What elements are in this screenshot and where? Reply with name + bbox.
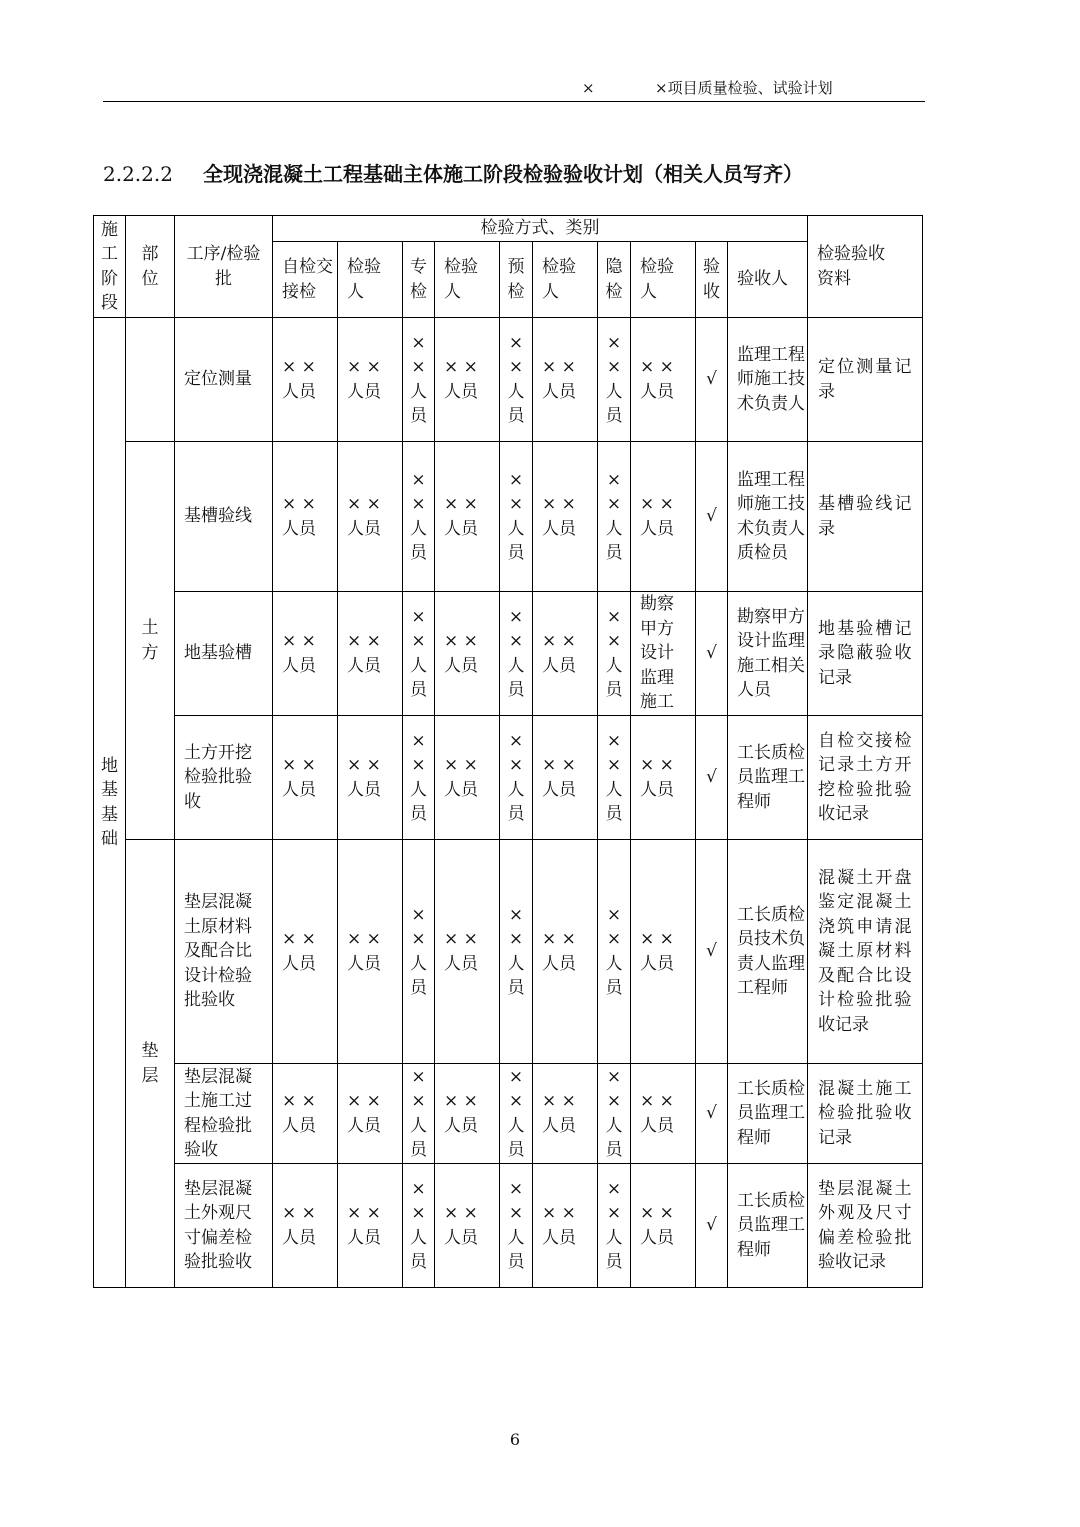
process-cell: 垫层混凝土外观尺寸偏差检验批验收 <box>175 1164 273 1288</box>
accept-check: √ <box>696 1064 728 1164</box>
table-row <box>94 1164 923 1288</box>
accept-check: √ <box>696 1164 728 1288</box>
section-heading <box>103 160 803 188</box>
header-process: 工序/检验批 <box>175 216 273 318</box>
pre-cell: ××人员 <box>500 592 533 716</box>
header-stage: 施工阶段 <box>94 216 126 318</box>
special-cell: ××人员 <box>403 592 435 716</box>
header-hidden: 隐检 <box>598 242 631 318</box>
header-inspector-2: 检验人 <box>435 242 500 318</box>
inspector-cell: × ×人员 <box>435 592 500 716</box>
inspector-cell: × ×人员 <box>435 1064 500 1164</box>
part-cell: 垫层 <box>126 840 175 1288</box>
special-cell: ××人员 <box>403 840 435 1064</box>
inspector-cell: × ×人员 <box>435 840 500 1064</box>
inspector-cell: × ×人员 <box>533 318 598 442</box>
header-accept: 验收 <box>696 242 728 318</box>
inspector-cell: × ×人员 <box>533 1164 598 1288</box>
special-cell: ××人员 <box>403 1164 435 1288</box>
stage-cell: 地基基础 <box>94 318 126 1288</box>
acceptor-cell: 工长质检员监理工程师 <box>728 1064 808 1164</box>
process-cell: 基槽验线 <box>175 442 273 592</box>
inspector-cell: × ×人员 <box>338 318 403 442</box>
inspector-cell: × ×人员 <box>631 840 696 1064</box>
records-cell: 混凝土施工检验批验收记录 <box>808 1064 923 1164</box>
records-cell: 地基验槽记录隐蔽验收记录 <box>808 592 923 716</box>
table-row <box>94 840 923 1064</box>
hidden-cell: ××人员 <box>598 716 631 840</box>
hidden-cell: ××人员 <box>598 840 631 1064</box>
table-row <box>94 1064 923 1164</box>
part-cell-empty <box>126 318 175 442</box>
header-inspector-3: 检验人 <box>533 242 598 318</box>
accept-check: √ <box>696 318 728 442</box>
inspector-cell: × ×人员 <box>338 442 403 592</box>
header-methods: 检验方式、类别 <box>273 216 808 242</box>
table-row <box>94 716 923 840</box>
table-row <box>94 592 923 716</box>
acceptor-cell: 监理工程师施工技术负责人 <box>728 318 808 442</box>
process-cell: 垫层混凝土原材料及配合比设计检验批验收 <box>175 840 273 1064</box>
self-check-cell: × ×人员 <box>273 1164 338 1288</box>
self-check-cell: × ×人员 <box>273 318 338 442</box>
accept-check: √ <box>696 442 728 592</box>
inspector-cell: × ×人员 <box>435 1164 500 1288</box>
records-cell: 基槽验线记录 <box>808 442 923 592</box>
special-cell: ××人员 <box>403 442 435 592</box>
records-cell: 垫层混凝土外观及尺寸偏差检验批验收记录 <box>808 1164 923 1288</box>
acceptor-cell: 工长质检员监理工程师 <box>728 716 808 840</box>
inspector-cell: × ×人员 <box>533 840 598 1064</box>
self-check-cell: × ×人员 <box>273 1064 338 1164</box>
page-number: 6 <box>509 1430 521 1449</box>
header-acceptor: 验收人 <box>728 242 808 318</box>
self-check-cell: × ×人员 <box>273 592 338 716</box>
self-check-cell: × ×人员 <box>273 442 338 592</box>
inspector-cell: × ×人员 <box>533 1064 598 1164</box>
inspection-plan-table <box>93 215 923 1288</box>
records-cell: 自检交接检记录土方开挖检验批验收记录 <box>808 716 923 840</box>
header-records: 检验验收资料 <box>808 216 923 318</box>
acceptor-cell: 工长质检员技术负责人监理工程师 <box>728 840 808 1064</box>
inspector-cell: × ×人员 <box>338 1064 403 1164</box>
hidden-cell: ××人员 <box>598 442 631 592</box>
records-cell: 混凝土开盘鉴定混凝土浇筑申请混凝土原材料及配合比设计检验批验收记录 <box>808 840 923 1064</box>
inspector-cell: × ×人员 <box>338 840 403 1064</box>
header-inspector-4: 检验人 <box>631 242 696 318</box>
pre-cell: ××人员 <box>500 716 533 840</box>
pre-cell: ××人员 <box>500 1164 533 1288</box>
header-rule <box>103 101 925 102</box>
pre-cell: ××人员 <box>500 318 533 442</box>
self-check-cell: × ×人员 <box>273 840 338 1064</box>
accept-check: √ <box>696 716 728 840</box>
header-part: 部位 <box>126 216 175 318</box>
header-mark: × <box>582 79 595 97</box>
accept-check: √ <box>696 840 728 1064</box>
inspector-cell: × ×人员 <box>631 716 696 840</box>
accept-check: √ <box>696 592 728 716</box>
inspector-cell: × ×人员 <box>533 592 598 716</box>
process-cell: 定位测量 <box>175 318 273 442</box>
process-cell: 土方开挖检验批验收 <box>175 716 273 840</box>
hidden-cell: ××人员 <box>598 318 631 442</box>
acceptor-cell: 工长质检员监理工程师 <box>728 1164 808 1288</box>
inspector-cell: 勘察甲方设计监理施工 <box>631 592 696 716</box>
running-header <box>560 78 925 100</box>
table-row <box>94 318 923 442</box>
section-number: 2.2.2.2 <box>103 162 173 186</box>
section-title: 全现浇混凝土工程基础主体施工阶段检验验收计划（相关人员写齐） <box>203 162 803 186</box>
inspector-cell: × ×人员 <box>533 442 598 592</box>
inspector-cell: × ×人员 <box>631 318 696 442</box>
process-cell: 垫层混凝土施工过程检验批验收 <box>175 1064 273 1164</box>
header-inspector-1: 检验人 <box>338 242 403 318</box>
inspector-cell: × ×人员 <box>435 318 500 442</box>
acceptor-cell: 监理工程师施工技术负责人质检员 <box>728 442 808 592</box>
header-special: 专检 <box>403 242 435 318</box>
acceptor-cell: 勘察甲方设计监理施工相关人员 <box>728 592 808 716</box>
header-title: ×项目质量检验、试验计划 <box>655 79 833 97</box>
self-check-cell: × ×人员 <box>273 716 338 840</box>
inspector-cell: × ×人员 <box>533 716 598 840</box>
hidden-cell: ××人员 <box>598 1064 631 1164</box>
inspector-cell: × ×人员 <box>631 1064 696 1164</box>
special-cell: ××人员 <box>403 318 435 442</box>
hidden-cell: ××人员 <box>598 1164 631 1288</box>
special-cell: ××人员 <box>403 1064 435 1164</box>
part-cell: 土方 <box>126 442 175 840</box>
inspector-cell: × ×人员 <box>435 716 500 840</box>
pre-cell: ××人员 <box>500 840 533 1064</box>
table-header-row <box>94 216 923 242</box>
table-row <box>94 442 923 592</box>
process-cell: 地基验槽 <box>175 592 273 716</box>
inspector-cell: × ×人员 <box>631 1164 696 1288</box>
hidden-cell: ××人员 <box>598 592 631 716</box>
inspector-cell: × ×人员 <box>631 442 696 592</box>
pre-cell: ××人员 <box>500 1064 533 1164</box>
inspector-cell: × ×人员 <box>338 1164 403 1288</box>
pre-cell: ××人员 <box>500 442 533 592</box>
records-cell: 定位测量记录 <box>808 318 923 442</box>
inspector-cell: × ×人员 <box>338 592 403 716</box>
special-cell: ××人员 <box>403 716 435 840</box>
inspector-cell: × ×人员 <box>435 442 500 592</box>
header-pre: 预检 <box>500 242 533 318</box>
inspector-cell: × ×人员 <box>338 716 403 840</box>
header-self-check: 自检交接检 <box>273 242 338 318</box>
